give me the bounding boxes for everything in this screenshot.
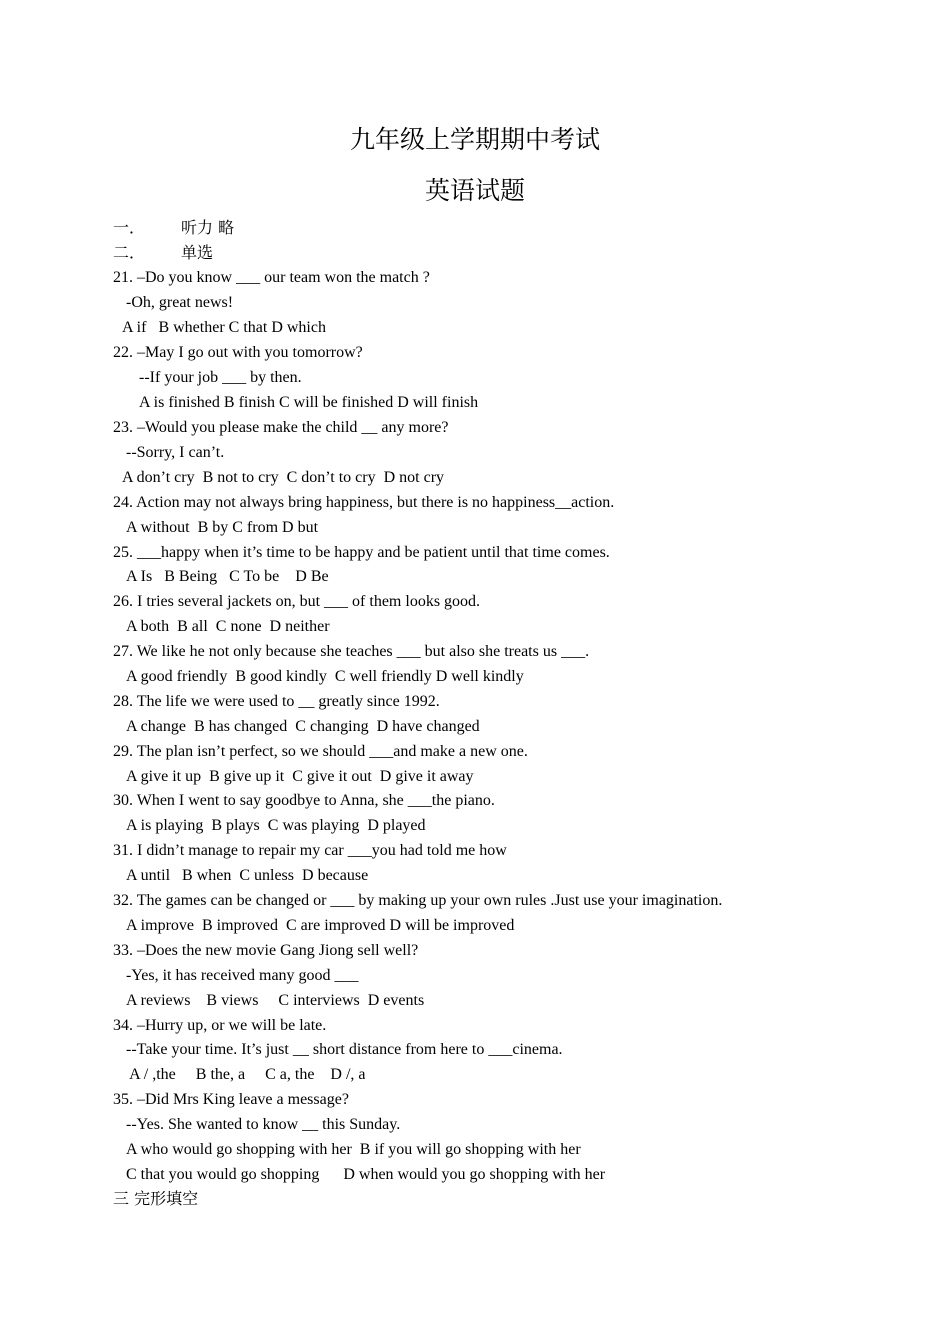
question-options: C that you would go shopping D when would you go shopping with her [126,1166,606,1183]
section-3-label: 三 完形填空 [113,1189,199,1208]
question-reply: --If your job ___ by then. [139,369,302,386]
exam-title: 九年级上学期期中考试 [349,125,600,154]
question-stem: 35. –Did Mrs King leave a message? [113,1091,349,1108]
question-reply: --Sorry, I can’t. [126,444,225,461]
question-options: A don’t cry B not to cry C don’t to cry D not cry [122,469,445,486]
exam-subtitle: 英语试题 [424,176,525,205]
question-options: A improve B improved C are improved D will be improved [126,917,515,934]
question-stem: 21. –Do you know ___ our team won the match ? [113,269,430,286]
question-options: A good friendly B good kindly C well friendly D well kindly [126,668,524,685]
section-1-number: 一． [113,218,146,237]
question-options: A / ,the B the, a C a, the D /, a [126,1066,366,1083]
question-reply: --Take your time. It’s just __ short distance from here to ___cinema. [126,1041,563,1058]
question-options: A Is B Being C To be D Be [126,568,329,585]
question-stem: 23. –Would you please make the child __ any more? [113,419,449,436]
question-reply: -Yes, it has received many good ___ [126,967,359,984]
question-options: A give it up B give up it C give it out D give it away [126,768,474,785]
question-stem: 28. The life we were used to __ greatly since 1992. [113,693,440,710]
question-stem: 26. I tries several jackets on, but ___ of them looks good. [113,593,481,610]
question-stem: 33. –Does the new movie Gang Jiong sell well? [113,942,419,959]
question-options: A is finished B finish C will be finished D will finish [139,394,479,411]
question-stem: 30. When I went to say goodbye to Anna, she ___the piano. [113,792,495,809]
question-stem: 24. Action may not always bring happiness, but there is no happiness__action. [113,494,615,511]
question-options: A both B all C none D neither [126,618,330,635]
question-stem: 22. –May I go out with you tomorrow? [113,344,363,361]
question-options: A who would go shopping with her B if you will go shopping with her [126,1141,581,1158]
question-options: A change B has changed C changing D have changed [126,718,480,735]
question-stem: 27. We like he not only because she teaches ___ but also she treats us ___. [113,643,590,660]
question-reply: --Yes. She wanted to know __ this Sunday. [126,1116,401,1133]
question-stem: 29. The plan isn’t perfect, so we should ___and make a new one. [113,743,528,760]
question-stem: 31. I didn’t manage to repair my car ___you had told me how [113,842,507,859]
section-1-label: 听力 略 [181,218,235,237]
question-reply: -Oh, great news! [126,294,234,311]
question-options: A is playing B plays C was playing D played [126,817,426,834]
question-options: A without B by C from D but [126,519,319,536]
question-options: A if B whether C that D which [122,319,326,336]
question-stem: 32. The games can be changed or ___ by making up your own rules .Just use your imagination. [113,892,723,909]
question-options: A until B when C unless D because [126,867,369,884]
section-2-number: 二． [113,243,146,262]
question-stem: 25. ___happy when it’s time to be happy and be patient until that time comes. [113,544,610,561]
question-options: A reviews B views C interviews D events [126,992,425,1009]
question-stem: 34. –Hurry up, or we will be late. [113,1017,327,1034]
section-2-label: 单选 [181,243,214,262]
